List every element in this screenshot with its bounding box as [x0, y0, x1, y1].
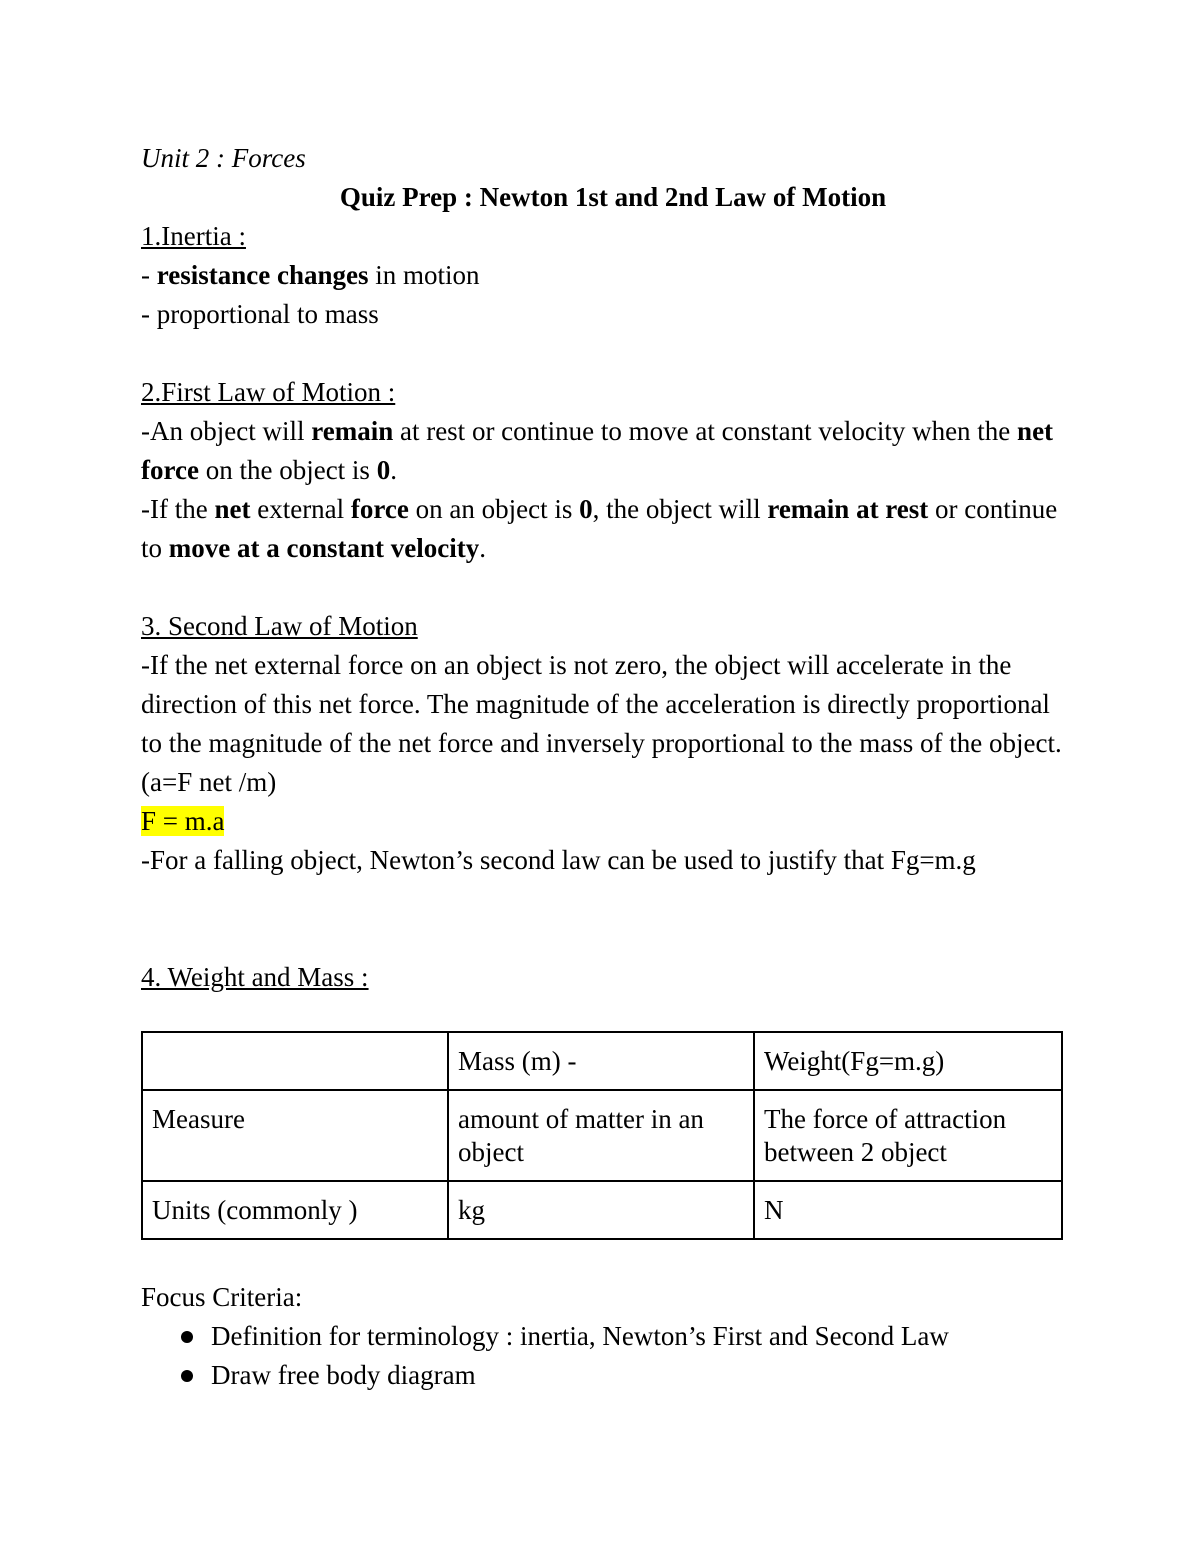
text-run: .: [390, 455, 397, 485]
table-cell: N: [754, 1181, 1062, 1239]
table-cell: Units (commonly ): [142, 1181, 448, 1239]
spacer: [141, 334, 1071, 373]
second-law-point-2: -For a falling object, Newton’s second law can be used to justify that Fg=m.g: [141, 845, 976, 875]
table-cell: kg: [448, 1181, 754, 1239]
inertia-point-2: - proportional to mass: [141, 299, 379, 329]
table-cell: amount of matter in an object: [448, 1090, 754, 1181]
table-cell: [142, 1032, 448, 1090]
formula-line: [141, 802, 1071, 841]
inertia-heading: 1.Inertia :: [141, 221, 246, 251]
first-law-heading: 2.First Law of Motion :: [141, 377, 396, 407]
table-header-row: [142, 1032, 1062, 1090]
table-cell: Mass (m) -: [448, 1032, 754, 1090]
second-law-point-1: -If the net external force on an object is not zero, the object will accelerate in the direction of this net force. The magnitude of the acceleration is directly proportional to the magnitude of the net force and inversely proportional to the mass of the object. (a=F net /m): [141, 650, 1062, 797]
list-item: [141, 1356, 1071, 1395]
second-law-heading: 3. Second Law of Motion: [141, 611, 418, 641]
weight-mass-heading: 4. Weight and Mass :: [141, 962, 369, 992]
focus-criteria-label: Focus Criteria:: [141, 1282, 303, 1312]
text-run: -An object will: [141, 416, 312, 446]
list-item-text: Definition for terminology : inertia, Newton’s First and Second Law: [211, 1321, 949, 1351]
table-cell: Weight(Fg=m.g): [754, 1032, 1062, 1090]
formula-highlight: F = m.a: [141, 806, 225, 836]
bold-run: resistance changes: [156, 260, 369, 290]
table-row: [142, 1181, 1062, 1239]
spacer: [141, 568, 1071, 607]
table-cell: Measure: [142, 1090, 448, 1181]
text-run: -: [141, 260, 157, 290]
text-run: , the object will: [592, 494, 768, 524]
text-run: in motion: [368, 260, 480, 290]
table-row: [142, 1090, 1062, 1181]
bold-run: force: [350, 494, 409, 524]
inertia-point-1: [141, 256, 1071, 295]
weight-mass-table: [141, 1031, 1063, 1240]
bold-run: move at a constant velocity: [168, 533, 480, 563]
text-run: external: [250, 494, 351, 524]
page-title: Quiz Prep : Newton 1st and 2nd Law of Motion: [339, 182, 887, 212]
unit-label: Unit 2 : Forces: [141, 143, 306, 173]
first-law-point-2: [141, 490, 1071, 568]
first-law-point-1: [141, 412, 1071, 490]
table-cell: The force of attraction between 2 object: [754, 1090, 1062, 1181]
bold-run: 0: [579, 494, 593, 524]
document-content: [141, 139, 1071, 1395]
text-run: or continue to: [141, 494, 1058, 563]
focus-criteria-list: [141, 1317, 1071, 1395]
spacer: [141, 880, 1071, 958]
text-run: on the object is: [198, 455, 377, 485]
bold-run: 0: [376, 455, 391, 485]
text-run: at rest or continue to move at constant velocity when the: [393, 416, 1018, 446]
list-item-text: Draw free body diagram: [211, 1360, 476, 1390]
bold-run: net force: [141, 416, 1054, 485]
text-run: on an object is: [408, 494, 580, 524]
list-item: [141, 1317, 1071, 1356]
bold-run: remain at rest: [767, 494, 929, 524]
bullet-icon: [181, 1370, 193, 1382]
text-run: .: [479, 533, 486, 563]
bullet-icon: [181, 1331, 193, 1343]
bold-run: net: [214, 494, 251, 524]
text-run: -If the: [141, 494, 215, 524]
bold-run: remain: [311, 416, 394, 446]
